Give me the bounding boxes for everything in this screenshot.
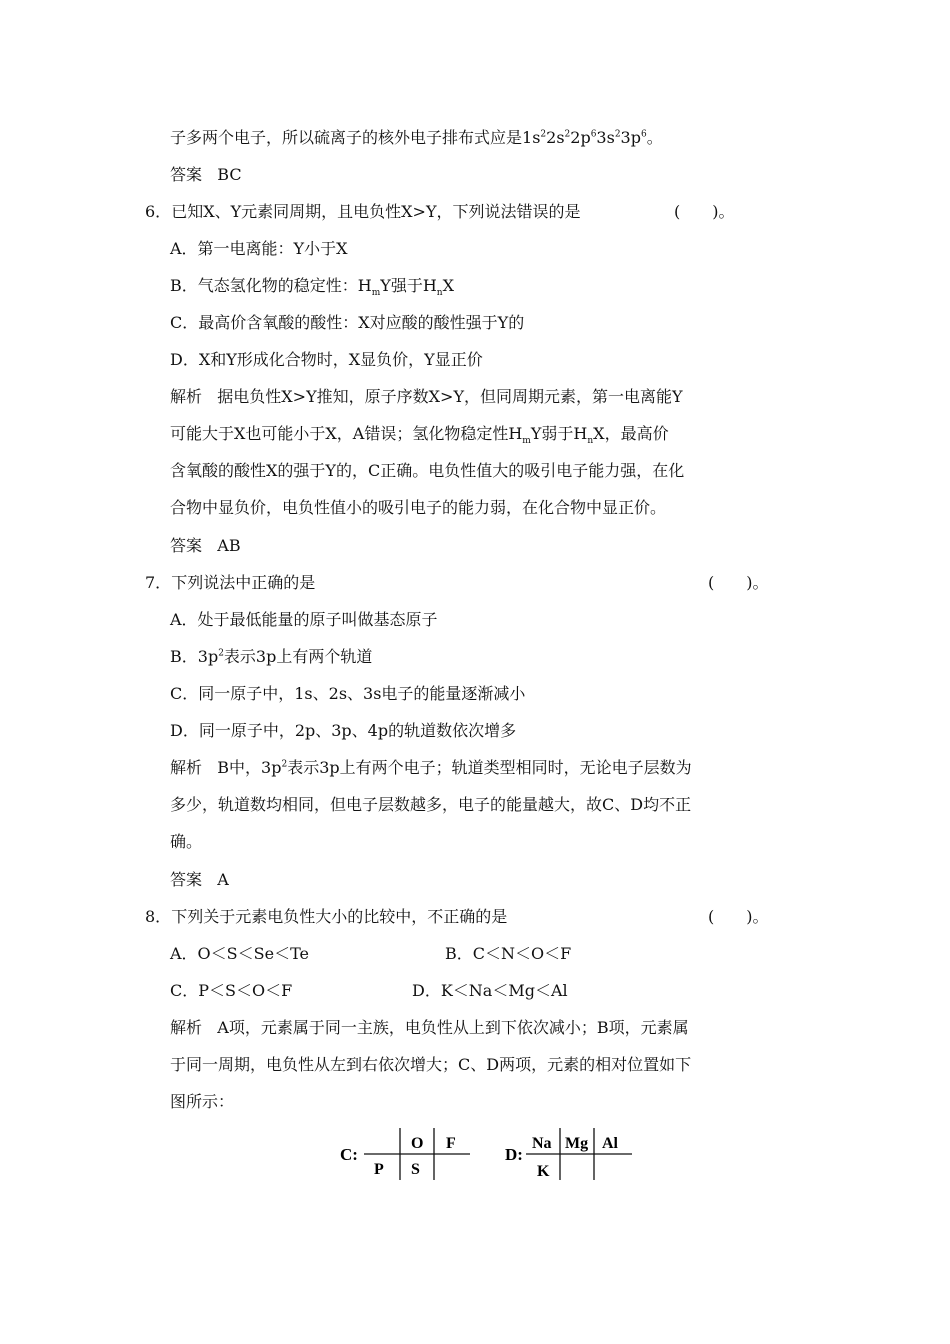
q7-option-b: B．$3p^2$表示3p上有两个轨道 [170, 647, 373, 666]
q7-answer: 答案 A [170, 870, 229, 889]
figure-d-cell-Al: Al [602, 1135, 618, 1152]
q8-option-a: A．O＜S＜Se＜Te [170, 944, 309, 963]
q6-answer: 答案 AB [170, 536, 241, 555]
q6-analysis-line-3: 含氧酸的酸性X的强于Y的，C正确。电负性值大的吸引电子能力强，在化 [170, 461, 685, 480]
q6-option-c: C．最高价含氧酸的酸性：X对应酸的酸性强于Y的 [170, 313, 525, 332]
figure-c-cell-P: P [374, 1161, 384, 1178]
figure-c-label: C: [340, 1145, 358, 1164]
q8-option-c: C．P＜S＜O＜F [170, 981, 293, 1000]
sulfide-config: $1s^22s^22p^63s^23p^6$ [522, 128, 647, 147]
q6-stem: 6．已知X、Y元素同周期，且电负性X>Y，下列说法错误的是 [145, 202, 581, 221]
q6-option-b: B．气态氢化物的稳定性：$H_mY$强于$H_nX$ [170, 276, 454, 299]
answer-5: 答案 BC [170, 165, 242, 184]
q7-option-d: D．同一原子中，2p、3p、4p的轨道数依次增多 [170, 721, 517, 740]
q7-option-c: C．同一原子中，1s、2s、3s电子的能量逐渐减小 [170, 684, 526, 703]
q6-analysis-line-1: 解析 据电负性X>Y推知，原子序数X>Y，但同周期元素，第一电离能Y [170, 387, 683, 406]
figure-c-cell-O: O [411, 1135, 424, 1152]
q7-analysis-line-2: 多少，轨道数均相同，但电子层数越多，电子的能量越大，故C、D均不正 [170, 795, 692, 814]
q7-analysis-line-1: 解析 B中，$3p^2$表示3p上有两个电子；轨道类型相同时，无论电子层数为 [170, 758, 692, 777]
q7-bracket: ( )。 [708, 573, 769, 592]
q6-option-d: D．X和Y形成化合物时，X显负价，Y显正价 [170, 350, 483, 369]
q7-option-a: A．处于最低能量的原子叫做基态原子 [170, 610, 438, 629]
q6-analysis-line-2: 可能大于X也可能小于X，A错误；氢化物稳定性$H_mY$弱于$H_nX$，最高价 [170, 424, 669, 447]
q7-analysis-line-3: 确。 [170, 832, 203, 851]
figure-d-label: D: [505, 1145, 523, 1164]
element-position-svg [340, 1118, 640, 1188]
q8-bracket: ( )。 [708, 907, 769, 926]
q6-analysis-line-4: 合物中显负价，电负性值小的吸引电子的能力弱，在化合物中显正价。 [170, 498, 667, 517]
q8-stem: 8．下列关于元素电负性大小的比较中，不正确的是 [145, 907, 508, 926]
figure-d-cell-Na: Na [532, 1135, 552, 1152]
figure-d-cell-Mg: Mg [565, 1135, 589, 1152]
q8-option-b: B．C＜N＜O＜F [445, 944, 572, 963]
q8-analysis-line-3: 图所示： [170, 1092, 235, 1111]
q6-option-a: A．第一电离能：Y小于X [170, 239, 348, 258]
q6-bracket: ( )。 [674, 202, 735, 221]
figure-c-cell-F: F [446, 1135, 456, 1152]
intro-line: 子多两个电子，所以硫离子的核外电子排布式应是$1s^22s^22p^63s^23p^6$。 [170, 128, 663, 147]
q8-option-d: D．K＜Na＜Mg＜Al [412, 981, 568, 1000]
figure-c-cell-S: S [411, 1161, 420, 1178]
q8-analysis-line-1: 解析 A项，元素属于同一主族，电负性从上到下依次减小；B项，元素属 [170, 1018, 689, 1037]
q8-analysis-line-2: 于同一周期，电负性从左到右依次增大；C、D两项，元素的相对位置如下 [170, 1055, 692, 1074]
figure-d-cell-K: K [537, 1163, 550, 1180]
element-position-figure [340, 1118, 640, 1188]
q7-stem: 7．下列说法中正确的是 [145, 573, 316, 592]
